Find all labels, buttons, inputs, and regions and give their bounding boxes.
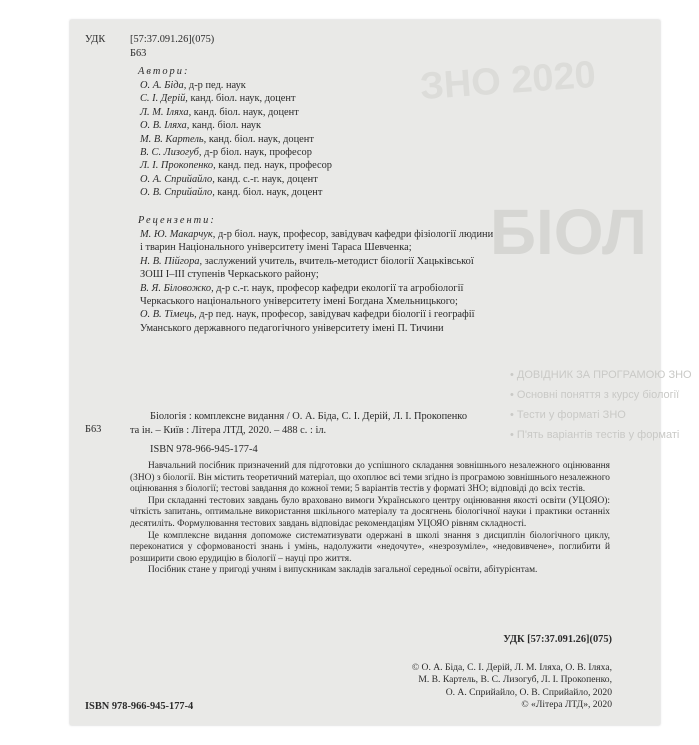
author-entry: [140, 146, 332, 159]
author-entry: [140, 119, 332, 132]
reviewers-heading: Рецензенти:: [138, 215, 216, 226]
annotation-paragraph: [130, 565, 610, 577]
annotation-line: абітурієнтам.: [484, 565, 538, 576]
author-degree: д-р біол. наук, професор: [201, 147, 312, 159]
author-entry: [140, 173, 332, 186]
author-degree: канд. пед. наук, професор: [215, 160, 332, 172]
reviewer-name: Н. В. Пійгора,: [140, 255, 203, 267]
annotation-line: що охоплює всі теми згідно із програмою зовнішнього незалежного оцінювання з біології;: [130, 472, 610, 495]
show-through-decor: БІОЛ: [490, 196, 647, 268]
copyright-line: © «Літера ЛТД», 2020: [521, 699, 612, 711]
reviewer-name: О. В. Тімець,: [140, 309, 197, 321]
reviewer-entry: [140, 255, 493, 268]
bbk-label: Б63: [130, 48, 147, 59]
author-name: С. І. Дерій,: [140, 93, 188, 105]
annotation-line: «недочуте», «незрозуміле», «недовивчене», поглибити й розширити свою ерудицію в: [130, 542, 610, 564]
annotation-line: Навчальний посібник призначений для підготовки до успішного складання: [148, 461, 454, 471]
reviewer-name: М. Ю. Макарчук,: [140, 229, 216, 240]
author-degree: канд. с.-г. наук, доцент: [214, 173, 318, 185]
reviewer-position: д-р біол. наук, професор, завідувач кафедри фізіології людини: [215, 229, 494, 240]
author-entry: [140, 106, 332, 119]
reviewer-position: д-р пед. наук, професор, завідувач кафедри біології і географії: [196, 309, 475, 321]
catalog-isbn: ISBN 978-966-945-177-4: [150, 444, 258, 455]
reviewer-affiliation: ЗОШ І–ІІІ ступенів Черкаського району;: [140, 269, 319, 281]
annotation-paragraph: [130, 461, 610, 496]
author-name: Л. М. Іляха,: [140, 106, 192, 118]
copyright-line: М. В. Картель, В. С. Лизогуб, Л. І. Прокопенко,: [418, 674, 612, 686]
author-degree: канд. біол. наук, доцент: [206, 133, 314, 145]
annotation-line: При складанні тестових завдань було враховано вимоги Українського центру: [148, 495, 461, 506]
annotation-line: біології – науці про життя.: [245, 553, 352, 564]
show-through-decor: • ДОВІДНИК ЗА ПРОГРАМОЮ ЗНО • Основні поняття з курсу біології • Тести у форматі ЗНО • П'ять варіантів тестів у форматі: [510, 369, 692, 441]
copyright-line: © О. А. Біда, С. І. Дерій, Л. М. Іляха, О. В. Іляха,: [411, 662, 612, 673]
book-page: [70, 20, 692, 725]
author-name: О. А. Сприйайло,: [140, 173, 215, 185]
catalog-line-2: та ін. – Київ : Літера ЛТД, 2020. – 488 с. : іл.: [130, 425, 327, 436]
annotation-line: зовнішнього незалежного оцінювання (ЗНО) з біології. Він містить теоретичний матеріал,: [130, 461, 610, 483]
author-name: О. В. Іляха,: [140, 120, 190, 132]
reviewers-list: [140, 228, 493, 335]
author-entry: [140, 92, 332, 105]
annotation-line: Формулювання тестових завдань відповідає рекомендаціям УЦОЯО рівням складності.: [177, 518, 527, 529]
copyright-block: [412, 662, 612, 712]
author-entry: [140, 159, 332, 172]
reviewer-position: д-р с.-г. наук, професор кафедри екології та агробіології: [213, 282, 464, 294]
reviewer-position: заслужений учитель, вчитель-методист біології Хацьківської: [202, 255, 474, 267]
author-name: М. В. Картель,: [140, 133, 207, 145]
authors-list: [140, 79, 332, 200]
reviewer-affiliation: і тварин Національного університету імені Тараса Шевченка;: [140, 242, 412, 254]
author-degree: канд. біол. наук: [189, 120, 261, 132]
annotation-line: шкільного матеріалу та досягнень біологічної науки і практики останніх десятиліть.: [130, 507, 610, 529]
author-degree: канд. біол. наук, доцент: [191, 106, 299, 118]
annotation-line: дисциплін біологічного циклу, переконатися у сформованості знань і умінь, надолужити: [130, 530, 611, 553]
author-degree: канд. біол. наук, доцент: [187, 93, 296, 105]
author-entry: [140, 186, 332, 199]
catalog-line-1: Біологія : комплексне видання / О. А. Біда, С. І. Дерій, Л. І. Прокопенко: [150, 411, 468, 422]
copyright-line: О. А. Сприйайло, О. В. Сприйайло, 2020: [445, 686, 612, 698]
udk-bottom: УДК [57:37.091.26](075): [503, 634, 612, 645]
authors-heading: Автори:: [138, 66, 190, 77]
annotation-line: Посібник стане у пригоді учням і випускникам закладів загальної середньої освіти,: [148, 565, 482, 576]
annotation-line: оцінювання якості освіти (УЦОЯО): чіткість запитань, оптимальне використання: [130, 495, 610, 518]
reviewer-affiliation: Уманського державного педагогічного університету імені П. Тичини: [140, 322, 444, 334]
author-name: Л. І. Прокопенко,: [140, 160, 216, 172]
author-entry: [140, 133, 332, 146]
author-name: В. С. Лизогуб,: [140, 147, 202, 159]
isbn-bottom: ISBN 978-966-945-177-4: [85, 701, 194, 712]
annotation: [130, 461, 610, 577]
annotation-paragraph: [130, 496, 610, 531]
author-name: О. А. Біда,: [140, 80, 187, 91]
author-name: О. В. Сприйайло,: [140, 187, 215, 199]
author-degree: д-р пед. наук: [186, 80, 246, 91]
reviewer-affiliation: Черкаського національного університету імені Богдана Хмельницького;: [140, 296, 458, 308]
annotation-line: тестові завдання до кожної теми; 5 варіантів тестів у форматі ЗНО; відповіді до всіх тестів.: [220, 484, 586, 495]
author-entry: [140, 79, 332, 92]
show-through-decor: ЗНО 2020: [418, 53, 598, 109]
annotation-paragraph: [130, 531, 610, 566]
catalog-bbk: Б63: [85, 424, 102, 435]
udk-code: [57:37.091.26](075): [130, 34, 215, 45]
annotation-line: Це комплексне видання допоможе систематизувати одержані в школі знання з: [148, 530, 480, 541]
author-degree: канд. біол. наук, доцент: [214, 187, 323, 199]
reviewer-entry: [140, 282, 493, 295]
udk-label: УДК: [85, 34, 106, 45]
reviewer-entry: [140, 228, 493, 241]
reviewer-entry: [140, 308, 493, 321]
reviewer-name: В. Я. Біловожко,: [140, 282, 214, 294]
